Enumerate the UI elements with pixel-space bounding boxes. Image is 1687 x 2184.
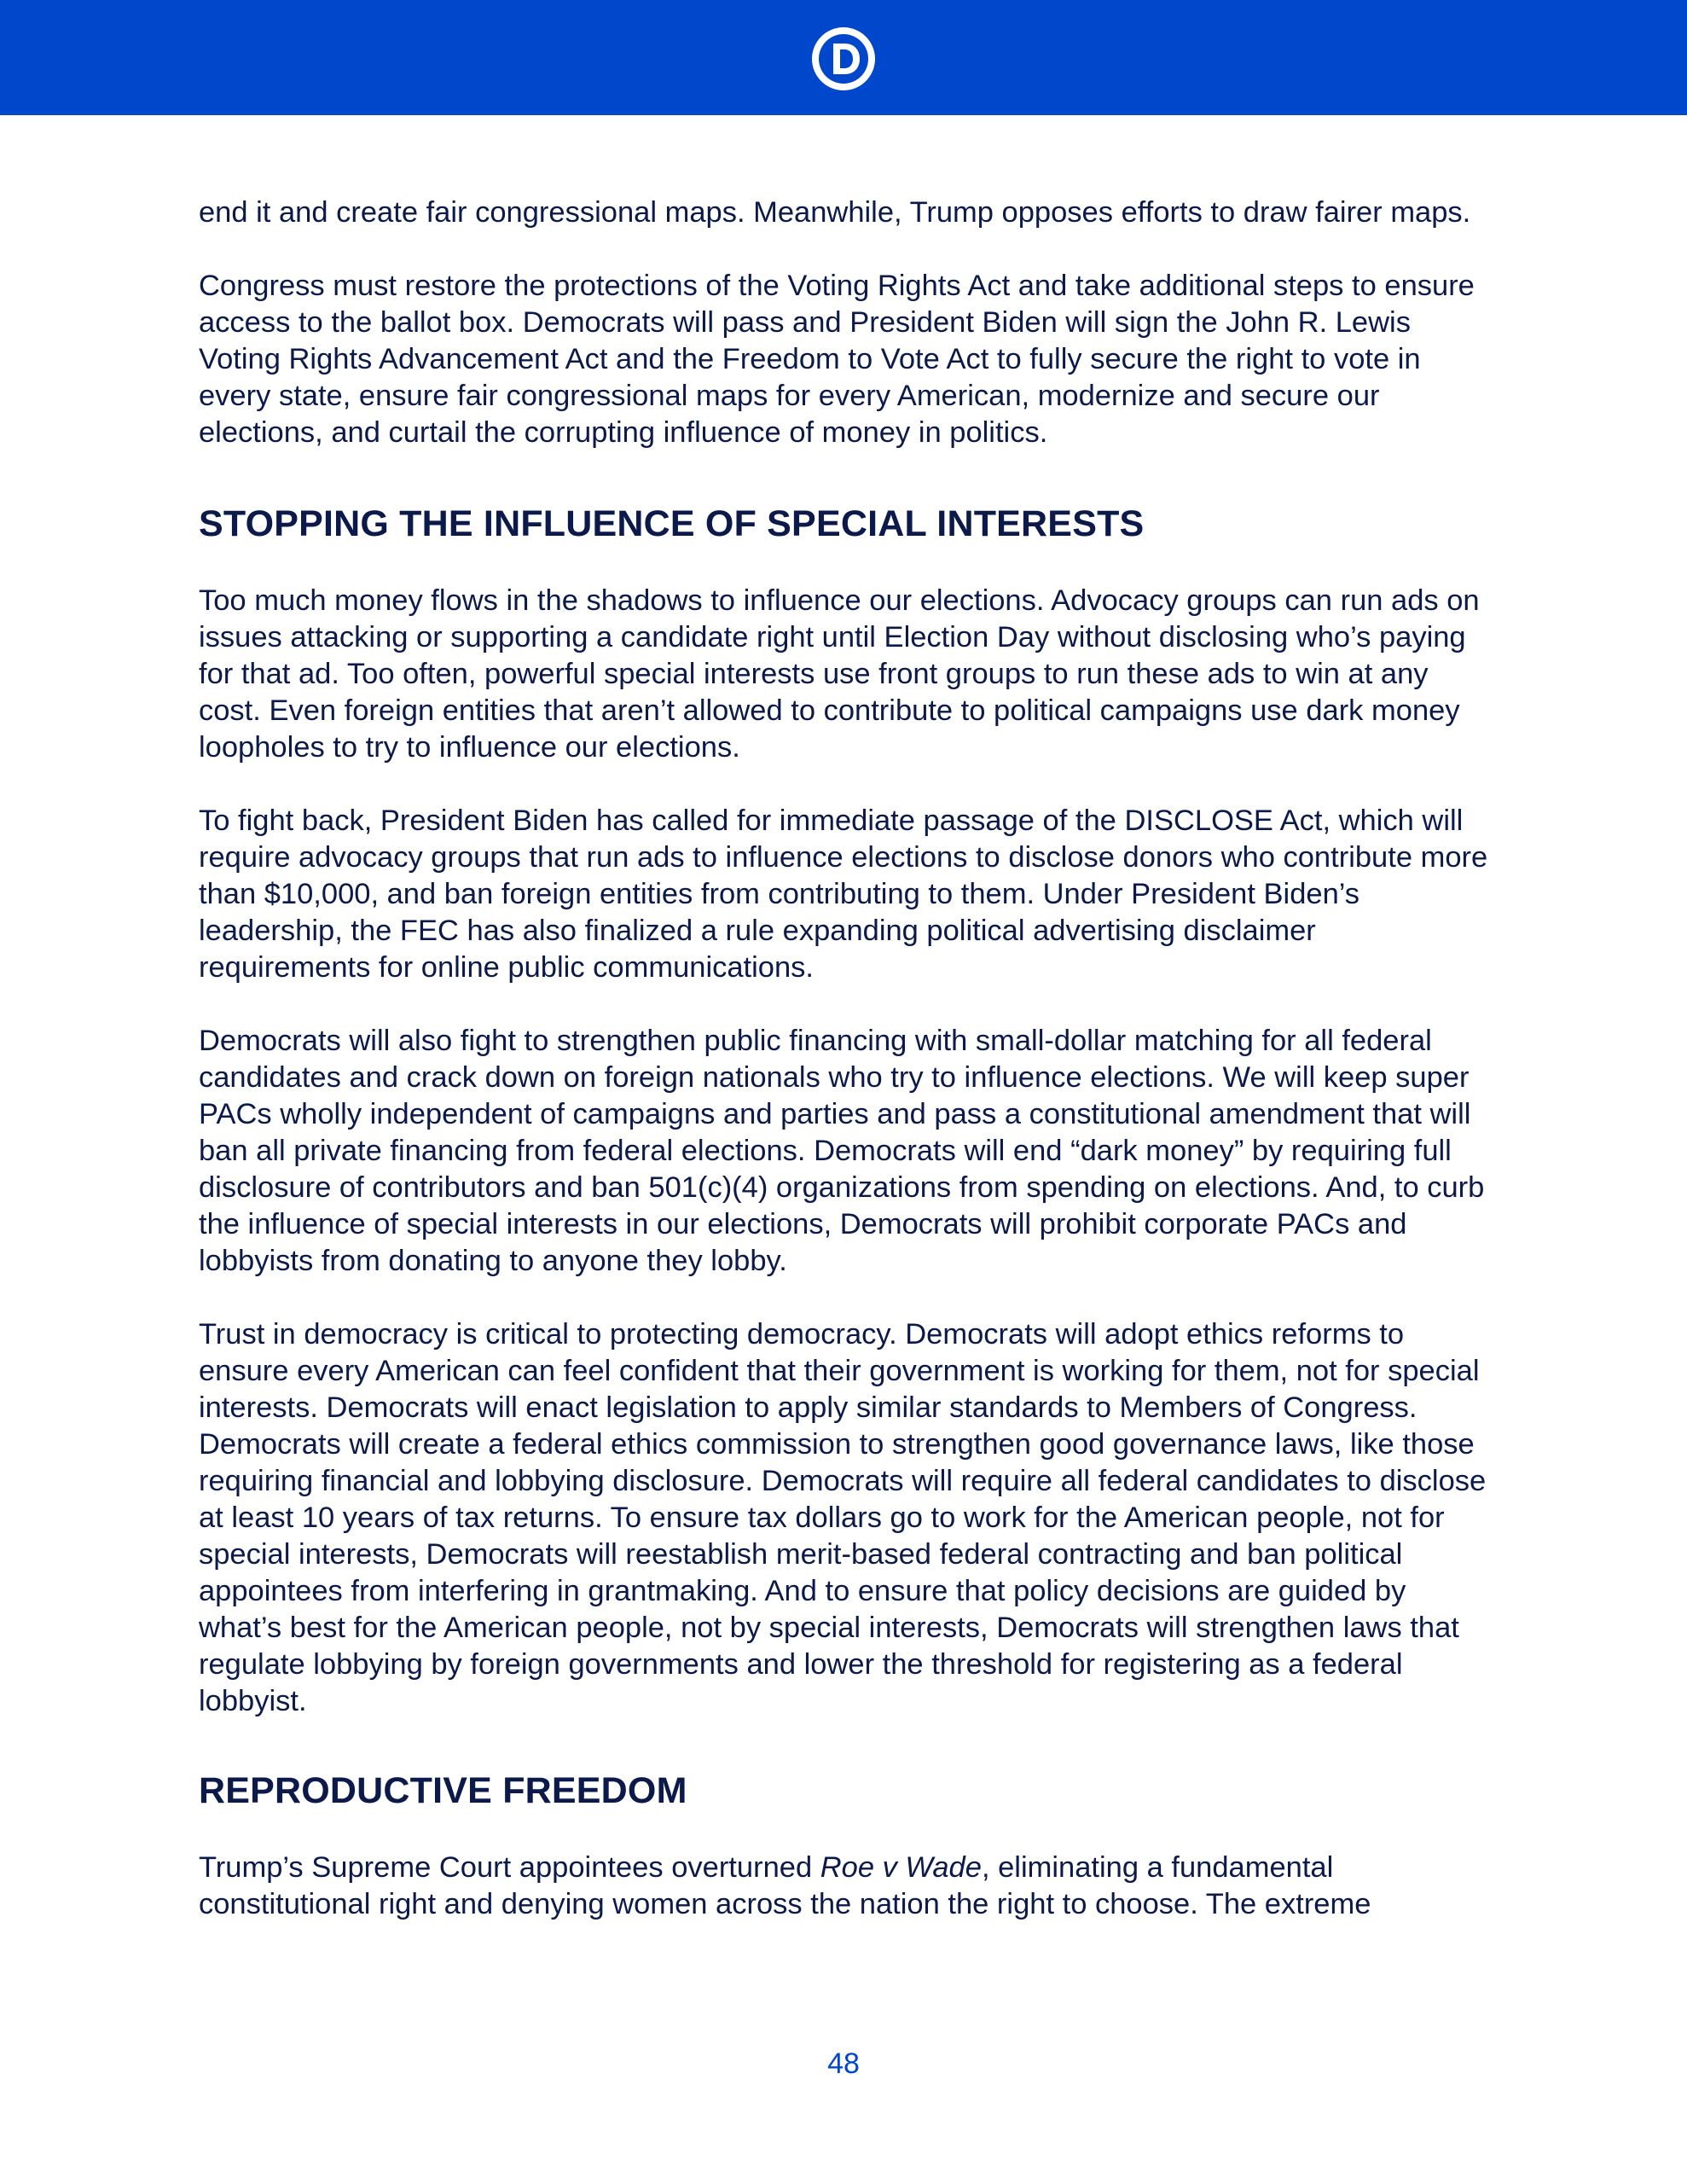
paragraph-public-financing: Democrats will also fight to strengthen public financing with small-dollar matching for all federal candidates and crack down on foreign nationals who try to influence elections. We will keep super PACs wholly independent of campaigns and parties and pass a constitutional amendment that will ban all private financing from federal elections. Democrats will end “dark money” by requiring full disclosure of contributors and ban 501(c)(4) organizations from spending on elections. And, to curb the influence of special interests in our elections, Democrats will prohibit corporate PACs and lobbyists from donating to anyone they lobby. xyxy=(199,1025,1485,1277)
paragraph-disclose-act: To fight back, President Biden has called for immediate passage of the DISCLOSE Act, which will require advocacy groups that run ads to influence elections to disclose donors who contribute more than $10,000, and ban foreign entities from contributing to them. Under President Biden’s leadership, the FEC has also finalized a rule expanding political advertising disclaimer requirements for online public communications. xyxy=(199,804,1488,984)
paragraph-roe-v-wade xyxy=(199,1850,1495,1923)
paragraph-voting-rights: Congress must restore the protections of the Voting Rights Act and take additional steps to ensure access to the ballot box. Democrats will pass and President Biden will sign the John R. Lewis Voting Rights Advancement Act and the Freedom to Vote Act to fully secure the right to vote in every state, ensure fair congressional maps for every American, modernize and secure our elections, and curtail the corrupting influence of money in politics. xyxy=(199,270,1475,449)
page-number: 48 xyxy=(827,2048,860,2080)
paragraph-dark-money: Too much money flows in the shadows to influence our elections. Advocacy groups can run ads on issues attacking or supporting a candidate right until Election Day without disclosing who’s paying for that ad. Too often, powerful special interests use front groups to run these ads to win at any cost. Even foreign entities that aren’t allowed to contribute to political campaigns use dark money loopholes to try to influence our elections. xyxy=(199,584,1480,764)
democratic-party-logo-icon xyxy=(810,26,877,92)
paragraph-congressional-maps: end it and create fair congressional maps. Meanwhile, Trump opposes efforts to draw fairer maps. xyxy=(199,196,1471,229)
paragraph-ethics-reforms: Trust in democracy is critical to protecting democracy. Democrats will adopt ethics reforms to ensure every American can feel confident that their government is working for them, not for special interests. Democrats will enact legislation to apply similar standards to Members of Congress. Democrats will create a federal ethics commission to strengthen good governance laws, like those requiring financial and lobbying disclosure. Democrats will require all federal candidates to disclose at least 10 years of tax returns. To ensure tax dollars go to work for the American people, not for special interests, Democrats will reestablish merit-based federal contracting and ban political appointees from interfering in grantmaking. And to ensure that policy decisions are guided by what’s best for the American people, not by special interests, Democrats will strengthen laws that regulate lobbying by foreign governments and lower the threshold for registering as a federal lobbyist. xyxy=(199,1318,1487,1717)
heading-reproductive-freedom: REPRODUCTIVE FREEDOM xyxy=(199,1770,687,1811)
paragraph-roe-text-after: , eliminating a fundamental constitutional right and denying women across the nation the right to choose. The extreme xyxy=(199,1851,1371,1920)
paragraph-roe-text-before: Trump’s Supreme Court appointees overturned xyxy=(199,1851,820,1884)
case-name-italic: Roe v Wade xyxy=(820,1851,982,1884)
document-body xyxy=(199,195,1495,1960)
header-band xyxy=(0,0,1687,115)
heading-special-interests: STOPPING THE INFLUENCE OF SPECIAL INTERESTS xyxy=(199,503,1145,544)
